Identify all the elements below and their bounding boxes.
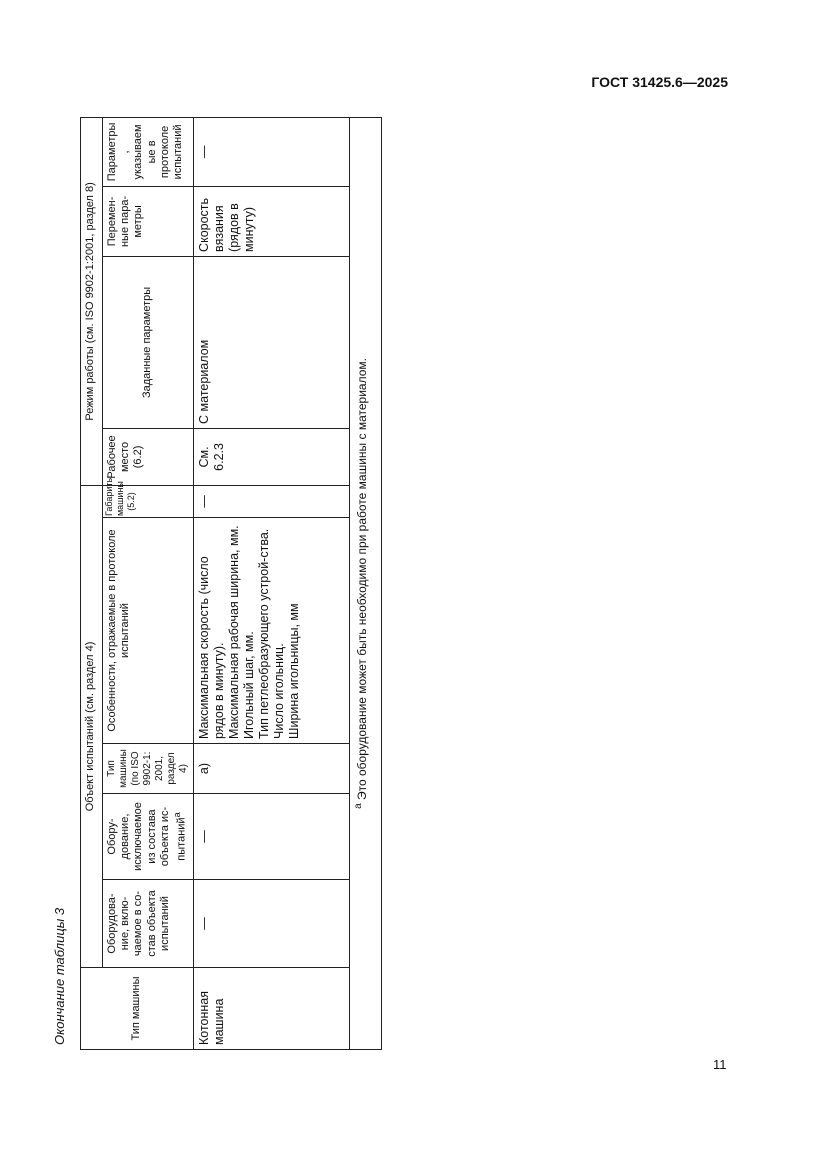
header-group-mode: Режим работы (см. ISO 9902-1:2001, раздел 8) [81,117,103,485]
table-caption: Окончание таблицы 3 [52,907,67,1045]
header-report-params: Параметры, указываемые в протоколе испытаний [103,117,194,186]
header-excluded: Обору-дование, исключаемое из состава объекта ис-пытаний$^a$ [103,794,194,880]
header-set-params: Заданные параметры [103,256,194,428]
header-type-iso: Тип машины (по ISO 9902-1: 2001, раздел 4) [103,744,194,794]
header-workplace: Рабочее место (6.2) [103,428,194,485]
header-variable-params: Перемен-ные пара-метры [103,186,194,256]
header-group-object: Объект испытаний (см. раздел 4) [81,485,103,967]
table-footnote: $^a$ Это оборудование может быть необходимо при работе машины с материалом. [350,117,382,1049]
rotated-table [80,118,392,1050]
cell-variable-params: Скорость вязания (рядов в минуту) [194,186,350,256]
cell-machine-type: Котонная машина [194,968,350,1050]
feature-line: Число игольниц. [272,643,286,739]
header-dimensions: Габариты машины (5.2) [103,485,194,517]
feature-line: Максимальная рабочая ширина, мм. [227,525,241,739]
feature-line: Максимальная скорость (число рядов в минуту). [197,556,226,739]
cell-workplace: См. 6.2.3 [194,428,350,485]
header-included: Оборудова-ние, вклю-чаемое в со-став объекта испытаний [103,880,194,968]
table-3 [80,117,382,1050]
cell-set-params: С материалом [194,256,350,428]
cell-features [194,518,350,744]
header-machine-type: Тип машины [81,968,194,1050]
cell-dimensions: — [194,485,350,517]
cell-excluded: — [194,794,350,880]
feature-line: Игольный шаг, мм. [242,631,256,739]
feature-line: Ширина игольницы, мм [287,603,301,739]
header-features: Особенности, отражаемые в протоколе испытаний [103,518,194,744]
feature-line: Тип петлеобразующего устрой-ства. [257,528,271,739]
standard-designation: ГОСТ 31425.6—2025 [591,74,728,90]
cell-report-params: — [194,117,350,186]
page-number: 11 [713,1057,727,1072]
cell-type-iso: а) [194,744,350,794]
cell-included: — [194,880,350,968]
